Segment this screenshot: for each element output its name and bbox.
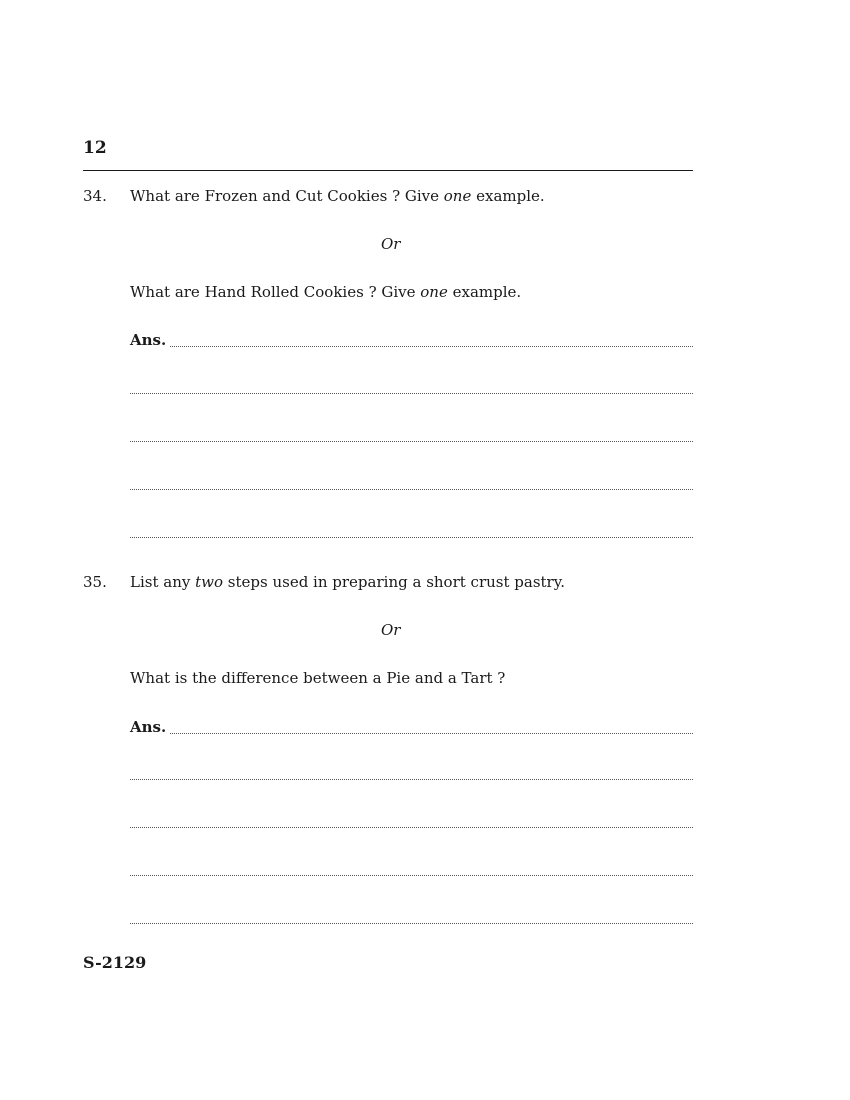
question-text xyxy=(130,186,545,206)
header-rule xyxy=(83,170,693,171)
answer-row[interactable] xyxy=(130,717,693,737)
answer-dotted-line[interactable] xyxy=(170,733,693,734)
question-number: 34. xyxy=(83,187,107,205)
page-number: 12 xyxy=(83,138,107,158)
question-text-part: example. xyxy=(447,283,522,301)
answer-dotted-line[interactable] xyxy=(170,346,693,347)
question-text-part: List any xyxy=(130,573,196,591)
question-text-emphasis: two xyxy=(195,573,224,591)
question-text-part: example. xyxy=(471,187,545,205)
answer-dotted-line[interactable] xyxy=(130,441,693,442)
question-text-part: What are Frozen and Cut Cookies ? Give xyxy=(130,187,444,205)
or-label: Or xyxy=(381,621,401,639)
question-number: 35. xyxy=(83,573,107,591)
answer-dotted-line[interactable] xyxy=(130,537,693,538)
answer-label: Ans. xyxy=(130,718,167,736)
or-label: Or xyxy=(381,235,401,253)
answer-label: Ans. xyxy=(130,331,167,349)
answer-dotted-line[interactable] xyxy=(130,923,693,924)
paper-code: S-2129 xyxy=(83,953,147,972)
question-text-part: What is the difference between a Pie and a Tart ? xyxy=(130,669,506,687)
answer-dotted-line[interactable] xyxy=(130,393,693,394)
answer-row[interactable] xyxy=(130,330,693,350)
alternate-question-text xyxy=(130,668,505,688)
answer-dotted-line[interactable] xyxy=(130,875,693,876)
alternate-question-text xyxy=(130,282,521,302)
question-text xyxy=(130,572,565,592)
question-text-emphasis: one xyxy=(420,283,448,301)
answer-dotted-line[interactable] xyxy=(130,489,693,490)
answer-dotted-line[interactable] xyxy=(130,827,693,828)
question-text-emphasis: one xyxy=(443,187,472,205)
answer-dotted-line[interactable] xyxy=(130,779,693,780)
question-text-part: What are Hand Rolled Cookies ? Give xyxy=(130,283,421,301)
question-text-part: steps used in preparing a short crust pastry. xyxy=(223,573,565,591)
